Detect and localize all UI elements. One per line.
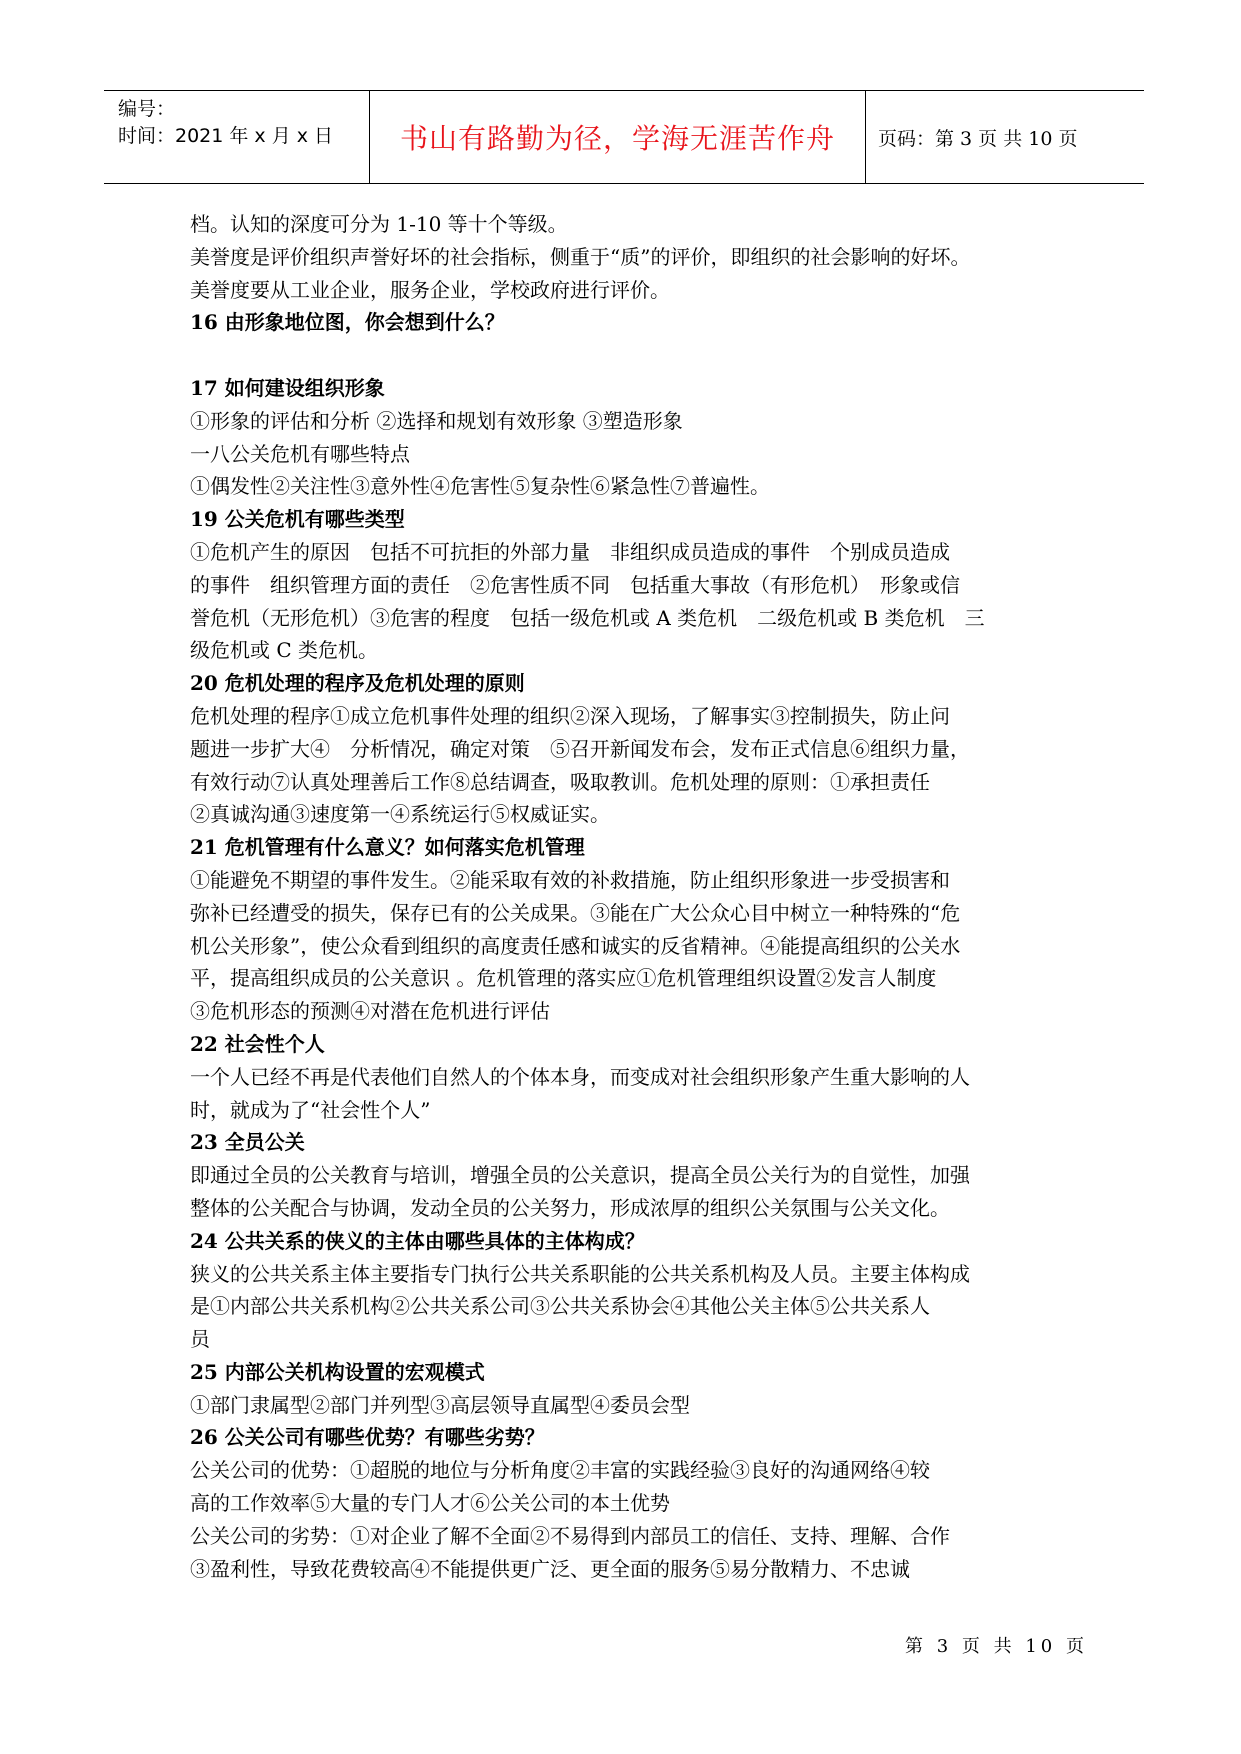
body-line: 是①内部公共关系机构②公共关系公司③公共关系协会④其他公关主体⑤公共关系人 [190, 1294, 930, 1319]
question-heading: 19 公关危机有哪些类型 [190, 507, 405, 532]
body-line: ①危机产生的原因 包括不可抗拒的外部力量 非组织成员造成的事件 个别成员造成 [190, 539, 950, 564]
body-line: 誉危机（无形危机）③危害的程度 包括一级危机或 A 类危机 二级危机或 B 类危机 三 [190, 605, 985, 630]
body-line: 员 [190, 1327, 210, 1352]
body-line: 弥补已经遭受的损失，保存已有的公关成果。③能在广大公众心目中树立一种特殊的“危 [190, 900, 961, 925]
body-line: ①形象的评估和分析 ②选择和规划有效形象 ③塑造形象 [190, 408, 683, 433]
body-line: 美誉度是评价组织声誉好坏的社会指标，侧重于“质”的评价，即组织的社会影响的好坏。 [190, 244, 971, 269]
document-time-label: 时间：2021 年 x 月 x 日 [118, 125, 334, 147]
question-heading: 22 社会性个人 [190, 1031, 325, 1056]
body-line: 即通过全员的公关教育与培训，增强全员的公关意识，提高全员公关行为的自觉性，加强 [190, 1163, 970, 1188]
body-line: 档。认知的深度可分为 1-10 等十个等级。 [190, 212, 568, 236]
body-line: 公关公司的优势：①超脱的地位与分析角度②丰富的实践经验③良好的沟通网络④较 [190, 1458, 930, 1483]
question-heading: 23 全员公关 [190, 1130, 305, 1155]
document-body [190, 208, 1060, 1585]
question-heading: 20 危机处理的程序及危机处理的原则 [190, 671, 525, 696]
body-line: 有效行动⑦认真处理善后工作⑧总结调查，吸取教训。危机处理的原则：①承担责任 [190, 769, 930, 794]
body-line: 整体的公关配合与协调，发动全员的公关努力，形成浓厚的组织公关氛围与公关文化。 [190, 1195, 950, 1220]
page-header [104, 90, 1144, 184]
header-page-cell [866, 91, 1144, 183]
header-motto: 书山有路勤为径，学海无涯苦作舟 [399, 122, 835, 155]
body-line: 一个人已经不再是代表他们自然人的个体本身，而变成对社会组织形象产生重大影响的人 [190, 1064, 970, 1089]
question-heading: 16 由形象地位图，你会想到什么？ [190, 310, 505, 335]
body-line: 的事件 组织管理方面的责任 ②危害性质不同 包括重大事故（有形危机） 形象或信 [190, 572, 960, 597]
body-line: ③危机形态的预测④对潜在危机进行评估 [190, 999, 550, 1024]
question-heading: 25 内部公关机构设置的宏观模式 [190, 1359, 485, 1384]
body-line: ②真诚沟通③速度第一④系统运行⑤权威证实。 [190, 802, 610, 827]
body-line: 级危机或 C 类危机。 [190, 638, 379, 663]
header-meta-cell [104, 91, 370, 183]
header-page-info: 页码：第 3 页 共 10 页 [878, 128, 1078, 150]
body-line: ①部门隶属型②部门并列型③高层领导直属型④委员会型 [190, 1392, 690, 1417]
page-footer: 第 3 页 共 10 页 [905, 1636, 1088, 1657]
body-line: 一八公关危机有哪些特点 [190, 441, 410, 466]
body-line: 危机处理的程序①成立危机事件处理的组织②深入现场，了解事实③控制损失，防止问 [190, 703, 950, 728]
question-heading: 24 公共关系的侠义的主体由哪些具体的主体构成？ [190, 1228, 645, 1253]
blank-line [190, 339, 1060, 372]
body-line: 高的工作效率⑤大量的专门人才⑥公关公司的本土优势 [190, 1491, 670, 1516]
document-number-label: 编号： [118, 98, 176, 120]
body-line: 时，就成为了“社会性个人” [190, 1097, 431, 1122]
body-line: ①偶发性②关注性③意外性④危害性⑤复杂性⑥紧急性⑦普遍性。 [190, 474, 770, 499]
body-line: 公关公司的劣势：①对企业了解不全面②不易得到内部员工的信任、支持、理解、合作 [190, 1523, 950, 1548]
body-line: 狭义的公共关系主体主要指专门执行公共关系职能的公共关系机构及人员。主要主体构成 [190, 1261, 970, 1286]
body-line: 题进一步扩大④ 分析情况，确定对策 ⑤召开新闻发布会，发布正式信息⑥组织力量， [190, 736, 970, 761]
question-heading: 17 如何建设组织形象 [190, 375, 385, 400]
header-motto-cell [370, 91, 866, 183]
question-heading: 21 危机管理有什么意义？如何落实危机管理 [190, 835, 585, 860]
body-line: 美誉度要从工业企业，服务企业，学校政府进行评价。 [190, 277, 670, 302]
body-line: ③盈利性，导致花费较高④不能提供更广泛、更全面的服务⑤易分散精力、不忠诚 [190, 1556, 910, 1581]
body-line: 平，提高组织成员的公关意识 。危机管理的落实应①危机管理组织设置②发言人制度 [190, 966, 937, 991]
body-line: ①能避免不期望的事件发生。②能采取有效的补救措施，防止组织形象进一步受损害和 [190, 867, 950, 892]
body-line: 机公关形象”，使公众看到组织的高度责任感和诚实的反省精神。④能提高组织的公关水 [190, 933, 961, 958]
question-heading: 26 公关公司有哪些优势？有哪些劣势？ [190, 1425, 545, 1450]
